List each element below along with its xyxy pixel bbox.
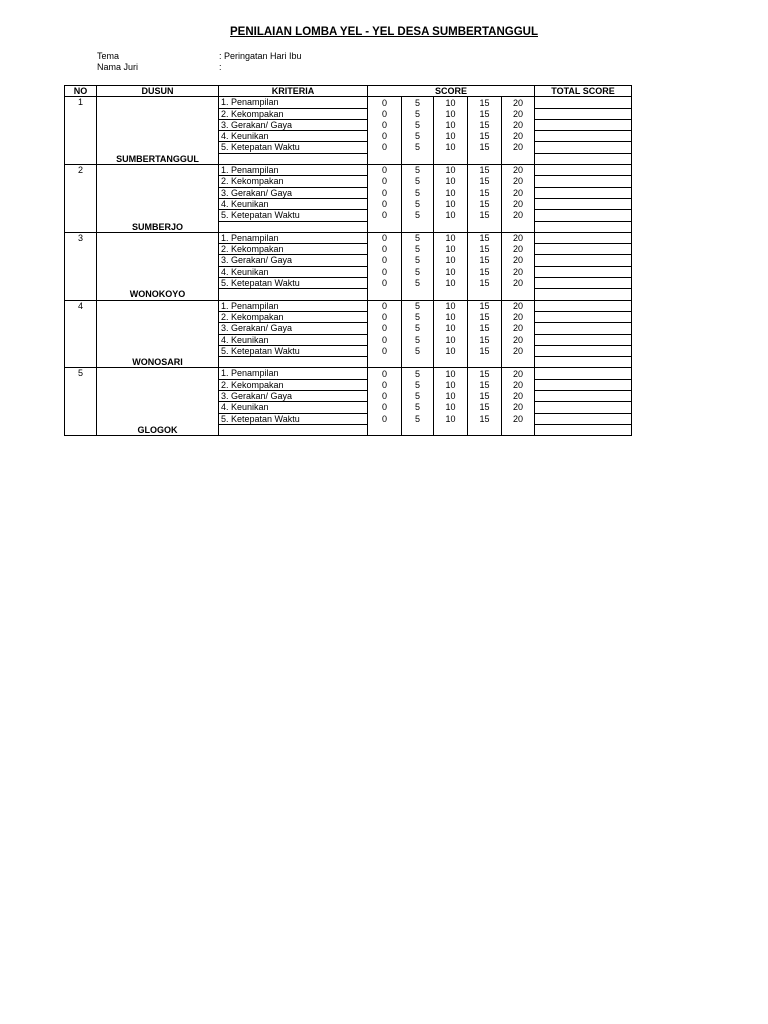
score-option[interactable]: 10 bbox=[434, 187, 468, 198]
score-option[interactable]: 10 bbox=[434, 97, 468, 108]
total-score-cell[interactable] bbox=[535, 266, 632, 277]
score-option[interactable]: 10 bbox=[434, 176, 468, 187]
score-option[interactable]: 5 bbox=[402, 345, 434, 356]
total-score-cell[interactable] bbox=[535, 289, 632, 300]
meta-label-juri: Nama Juri bbox=[97, 62, 139, 72]
score-option[interactable]: 15 bbox=[468, 187, 502, 198]
score-option[interactable] bbox=[468, 289, 502, 300]
score-option[interactable]: 5 bbox=[402, 131, 434, 142]
criteria-cell: 4. Keunikan bbox=[219, 198, 368, 209]
score-option[interactable]: 20 bbox=[502, 198, 535, 209]
criteria-cell: 3. Gerakan/ Gaya bbox=[219, 323, 368, 334]
score-option[interactable]: 0 bbox=[368, 368, 402, 379]
group-dusun: WONOSARI bbox=[97, 300, 219, 368]
score-option[interactable]: 20 bbox=[502, 368, 535, 379]
score-option[interactable]: 10 bbox=[434, 323, 468, 334]
meta-value-juri: : bbox=[219, 62, 222, 72]
total-score-cell[interactable] bbox=[535, 311, 632, 322]
score-option[interactable]: 20 bbox=[502, 311, 535, 322]
score-option[interactable]: 20 bbox=[502, 232, 535, 243]
score-option[interactable]: 20 bbox=[502, 379, 535, 390]
header-row bbox=[65, 86, 632, 97]
criteria-cell: 2. Kekompakan bbox=[219, 244, 368, 255]
criteria-cell: 5. Ketepatan Waktu bbox=[219, 413, 368, 424]
score-option[interactable]: 0 bbox=[368, 187, 402, 198]
score-option[interactable]: 15 bbox=[468, 278, 502, 289]
criteria-cell bbox=[219, 289, 368, 300]
score-option[interactable]: 20 bbox=[502, 334, 535, 345]
total-score-cell[interactable] bbox=[535, 232, 632, 243]
score-option[interactable]: 10 bbox=[434, 379, 468, 390]
score-option[interactable] bbox=[368, 424, 402, 435]
score-option[interactable]: 15 bbox=[468, 379, 502, 390]
total-score-cell[interactable] bbox=[535, 357, 632, 368]
score-option[interactable]: 15 bbox=[468, 165, 502, 176]
score-option[interactable]: 0 bbox=[368, 176, 402, 187]
total-score-cell[interactable] bbox=[535, 413, 632, 424]
criteria-cell: 2. Kekompakan bbox=[219, 311, 368, 322]
score-option[interactable]: 20 bbox=[502, 402, 535, 413]
total-score-cell[interactable] bbox=[535, 244, 632, 255]
score-option[interactable]: 20 bbox=[502, 142, 535, 153]
total-score-cell[interactable] bbox=[535, 108, 632, 119]
score-option[interactable]: 15 bbox=[468, 300, 502, 311]
meta-label-tema: Tema bbox=[97, 51, 120, 61]
criteria-cell: 5. Ketepatan Waktu bbox=[219, 278, 368, 289]
score-option[interactable]: 15 bbox=[468, 142, 502, 153]
criteria-cell bbox=[219, 153, 368, 164]
score-option[interactable]: 15 bbox=[468, 119, 502, 130]
group-no: 1 bbox=[65, 97, 97, 165]
score-option[interactable]: 0 bbox=[368, 142, 402, 153]
table-body bbox=[65, 97, 632, 436]
group-dusun: GLOGOK bbox=[97, 368, 219, 436]
criteria-cell: 1. Penampilan bbox=[219, 232, 368, 243]
group-no: 4 bbox=[65, 300, 97, 368]
score-option[interactable]: 5 bbox=[402, 176, 434, 187]
criteria-cell: 4. Keunikan bbox=[219, 266, 368, 277]
score-option[interactable]: 5 bbox=[402, 165, 434, 176]
total-score-cell[interactable] bbox=[535, 142, 632, 153]
score-option[interactable]: 20 bbox=[502, 413, 535, 424]
total-score-cell[interactable] bbox=[535, 131, 632, 142]
score-option[interactable] bbox=[502, 221, 535, 232]
score-option[interactable]: 5 bbox=[402, 232, 434, 243]
score-option[interactable]: 5 bbox=[402, 402, 434, 413]
score-option[interactable]: 0 bbox=[368, 165, 402, 176]
score-option[interactable]: 0 bbox=[368, 391, 402, 402]
score-option[interactable]: 15 bbox=[468, 97, 502, 108]
score-option[interactable] bbox=[402, 357, 434, 368]
score-option[interactable]: 20 bbox=[502, 210, 535, 221]
score-option[interactable] bbox=[402, 289, 434, 300]
score-option[interactable] bbox=[502, 289, 535, 300]
score-option[interactable] bbox=[368, 357, 402, 368]
score-option[interactable]: 10 bbox=[434, 244, 468, 255]
score-option[interactable]: 5 bbox=[402, 413, 434, 424]
header-no: NO bbox=[65, 86, 97, 97]
criteria-cell: 2. Kekompakan bbox=[219, 176, 368, 187]
score-option[interactable] bbox=[502, 153, 535, 164]
score-option[interactable]: 20 bbox=[502, 345, 535, 356]
criteria-cell: 3. Gerakan/ Gaya bbox=[219, 119, 368, 130]
score-option[interactable] bbox=[468, 424, 502, 435]
group-dusun: SUMBERJO bbox=[97, 165, 219, 233]
total-score-cell[interactable] bbox=[535, 402, 632, 413]
score-option[interactable]: 10 bbox=[434, 413, 468, 424]
score-option[interactable]: 10 bbox=[434, 391, 468, 402]
table-row bbox=[65, 232, 632, 243]
criteria-cell: 1. Penampilan bbox=[219, 368, 368, 379]
group-no: 2 bbox=[65, 165, 97, 233]
score-option[interactable]: 5 bbox=[402, 311, 434, 322]
total-score-cell[interactable] bbox=[535, 345, 632, 356]
score-table bbox=[64, 85, 632, 436]
criteria-cell: 1. Penampilan bbox=[219, 165, 368, 176]
score-option[interactable] bbox=[368, 289, 402, 300]
criteria-cell: 2. Kekompakan bbox=[219, 379, 368, 390]
score-option[interactable]: 20 bbox=[502, 391, 535, 402]
score-option[interactable]: 15 bbox=[468, 210, 502, 221]
meta-value-tema: : Peringatan Hari Ibu bbox=[219, 51, 302, 61]
score-option[interactable]: 15 bbox=[468, 198, 502, 209]
criteria-cell: 4. Keunikan bbox=[219, 402, 368, 413]
table-row bbox=[65, 165, 632, 176]
score-option[interactable]: 0 bbox=[368, 278, 402, 289]
total-score-cell[interactable] bbox=[535, 323, 632, 334]
score-option[interactable]: 15 bbox=[468, 402, 502, 413]
score-option[interactable]: 0 bbox=[368, 266, 402, 277]
score-option[interactable]: 10 bbox=[434, 255, 468, 266]
score-option[interactable]: 20 bbox=[502, 300, 535, 311]
score-option[interactable]: 20 bbox=[502, 255, 535, 266]
criteria-cell: 3. Gerakan/ Gaya bbox=[219, 391, 368, 402]
header-total: TOTAL SCORE bbox=[535, 86, 632, 97]
score-option[interactable] bbox=[434, 289, 468, 300]
total-score-cell[interactable] bbox=[535, 424, 632, 435]
score-option[interactable]: 15 bbox=[468, 255, 502, 266]
table-row bbox=[65, 300, 632, 311]
score-option[interactable]: 10 bbox=[434, 334, 468, 345]
score-option[interactable]: 20 bbox=[502, 323, 535, 334]
score-option[interactable]: 10 bbox=[434, 232, 468, 243]
score-option[interactable]: 10 bbox=[434, 368, 468, 379]
score-option[interactable]: 0 bbox=[368, 379, 402, 390]
score-option[interactable]: 10 bbox=[434, 278, 468, 289]
criteria-cell: 2. Kekompakan bbox=[219, 108, 368, 119]
score-option[interactable]: 5 bbox=[402, 300, 434, 311]
score-option[interactable]: 20 bbox=[502, 176, 535, 187]
score-option[interactable]: 15 bbox=[468, 266, 502, 277]
criteria-cell: 5. Ketepatan Waktu bbox=[219, 210, 368, 221]
score-option[interactable]: 5 bbox=[402, 187, 434, 198]
total-score-cell[interactable] bbox=[535, 278, 632, 289]
criteria-cell: 3. Gerakan/ Gaya bbox=[219, 187, 368, 198]
score-option[interactable]: 10 bbox=[434, 131, 468, 142]
criteria-cell bbox=[219, 357, 368, 368]
score-option[interactable]: 5 bbox=[402, 198, 434, 209]
score-option[interactable]: 5 bbox=[402, 266, 434, 277]
score-option[interactable]: 10 bbox=[434, 108, 468, 119]
score-option[interactable]: 0 bbox=[368, 119, 402, 130]
score-option[interactable]: 0 bbox=[368, 244, 402, 255]
score-option[interactable]: 15 bbox=[468, 176, 502, 187]
score-option[interactable]: 0 bbox=[368, 131, 402, 142]
score-option[interactable]: 0 bbox=[368, 345, 402, 356]
score-option[interactable] bbox=[502, 357, 535, 368]
group-dusun: SUMBERTANGGUL bbox=[97, 97, 219, 165]
table-row bbox=[65, 97, 632, 108]
score-option[interactable]: 10 bbox=[434, 345, 468, 356]
total-score-cell[interactable] bbox=[535, 153, 632, 164]
header-dusun: DUSUN bbox=[97, 86, 219, 97]
score-option[interactable]: 10 bbox=[434, 142, 468, 153]
score-option[interactable]: 15 bbox=[468, 108, 502, 119]
table-row bbox=[65, 368, 632, 379]
score-option[interactable]: 5 bbox=[402, 210, 434, 221]
score-option[interactable]: 5 bbox=[402, 278, 434, 289]
score-option[interactable]: 10 bbox=[434, 210, 468, 221]
score-option[interactable] bbox=[434, 424, 468, 435]
score-option[interactable]: 0 bbox=[368, 97, 402, 108]
criteria-cell: 4. Keunikan bbox=[219, 334, 368, 345]
score-option[interactable]: 10 bbox=[434, 300, 468, 311]
score-option[interactable]: 5 bbox=[402, 368, 434, 379]
group-dusun: WONOKOYO bbox=[97, 232, 219, 300]
score-option[interactable]: 5 bbox=[402, 391, 434, 402]
criteria-cell: 5. Ketepatan Waktu bbox=[219, 142, 368, 153]
group-no: 3 bbox=[65, 232, 97, 300]
score-option[interactable]: 15 bbox=[468, 391, 502, 402]
score-option[interactable]: 15 bbox=[468, 345, 502, 356]
score-option[interactable]: 10 bbox=[434, 311, 468, 322]
score-option[interactable]: 10 bbox=[434, 165, 468, 176]
score-option[interactable]: 5 bbox=[402, 97, 434, 108]
score-option[interactable]: 5 bbox=[402, 379, 434, 390]
total-score-cell[interactable] bbox=[535, 368, 632, 379]
score-option[interactable]: 10 bbox=[434, 119, 468, 130]
score-option[interactable]: 20 bbox=[502, 119, 535, 130]
score-option[interactable]: 0 bbox=[368, 255, 402, 266]
score-option[interactable]: 5 bbox=[402, 108, 434, 119]
total-score-cell[interactable] bbox=[535, 300, 632, 311]
score-option[interactable]: 20 bbox=[502, 165, 535, 176]
total-score-cell[interactable] bbox=[535, 334, 632, 345]
total-score-cell[interactable] bbox=[535, 255, 632, 266]
score-option[interactable]: 20 bbox=[502, 187, 535, 198]
score-option[interactable] bbox=[368, 221, 402, 232]
criteria-cell: 1. Penampilan bbox=[219, 300, 368, 311]
total-score-cell[interactable] bbox=[535, 187, 632, 198]
score-option[interactable]: 15 bbox=[468, 368, 502, 379]
score-option[interactable]: 15 bbox=[468, 244, 502, 255]
score-option[interactable]: 15 bbox=[468, 323, 502, 334]
score-option[interactable]: 20 bbox=[502, 278, 535, 289]
score-option[interactable]: 15 bbox=[468, 334, 502, 345]
score-option[interactable]: 5 bbox=[402, 119, 434, 130]
score-option[interactable]: 0 bbox=[368, 198, 402, 209]
total-score-cell[interactable] bbox=[535, 210, 632, 221]
total-score-cell[interactable] bbox=[535, 379, 632, 390]
score-option[interactable]: 0 bbox=[368, 300, 402, 311]
score-option[interactable] bbox=[502, 424, 535, 435]
score-option[interactable] bbox=[434, 153, 468, 164]
score-option[interactable]: 0 bbox=[368, 413, 402, 424]
criteria-cell bbox=[219, 221, 368, 232]
header-kriteria: KRITERIA bbox=[219, 86, 368, 97]
score-option[interactable]: 20 bbox=[502, 266, 535, 277]
score-option[interactable] bbox=[402, 424, 434, 435]
score-option[interactable]: 20 bbox=[502, 97, 535, 108]
score-option[interactable]: 10 bbox=[434, 402, 468, 413]
score-option[interactable]: 20 bbox=[502, 131, 535, 142]
score-option[interactable]: 5 bbox=[402, 334, 434, 345]
score-option[interactable]: 15 bbox=[468, 413, 502, 424]
total-score-cell[interactable] bbox=[535, 119, 632, 130]
header-score: SCORE bbox=[368, 86, 535, 97]
score-option[interactable] bbox=[468, 153, 502, 164]
criteria-cell: 1. Penampilan bbox=[219, 97, 368, 108]
score-option[interactable]: 20 bbox=[502, 108, 535, 119]
page-title: PENILAIAN LOMBA YEL - YEL DESA SUMBERTANGGUL bbox=[230, 26, 538, 38]
total-score-cell[interactable] bbox=[535, 391, 632, 402]
score-option[interactable]: 5 bbox=[402, 142, 434, 153]
total-score-cell[interactable] bbox=[535, 198, 632, 209]
criteria-cell: 5. Ketepatan Waktu bbox=[219, 345, 368, 356]
total-score-cell[interactable] bbox=[535, 97, 632, 108]
criteria-cell: 4. Keunikan bbox=[219, 131, 368, 142]
score-option[interactable] bbox=[402, 221, 434, 232]
score-option[interactable]: 0 bbox=[368, 232, 402, 243]
score-option[interactable]: 0 bbox=[368, 323, 402, 334]
score-option[interactable] bbox=[402, 153, 434, 164]
score-option[interactable]: 10 bbox=[434, 198, 468, 209]
total-score-cell[interactable] bbox=[535, 221, 632, 232]
score-option[interactable]: 0 bbox=[368, 108, 402, 119]
score-option[interactable] bbox=[434, 357, 468, 368]
score-option[interactable]: 10 bbox=[434, 266, 468, 277]
total-score-cell[interactable] bbox=[535, 176, 632, 187]
score-option[interactable]: 5 bbox=[402, 244, 434, 255]
score-option[interactable]: 5 bbox=[402, 323, 434, 334]
score-option[interactable] bbox=[434, 221, 468, 232]
criteria-cell: 3. Gerakan/ Gaya bbox=[219, 255, 368, 266]
score-option[interactable]: 5 bbox=[402, 255, 434, 266]
score-option[interactable]: 20 bbox=[502, 244, 535, 255]
total-score-cell[interactable] bbox=[535, 165, 632, 176]
score-option[interactable]: 0 bbox=[368, 210, 402, 221]
score-option[interactable]: 15 bbox=[468, 311, 502, 322]
score-option[interactable]: 0 bbox=[368, 402, 402, 413]
score-option[interactable]: 15 bbox=[468, 131, 502, 142]
score-option[interactable]: 0 bbox=[368, 334, 402, 345]
score-option[interactable]: 0 bbox=[368, 311, 402, 322]
criteria-cell bbox=[219, 424, 368, 435]
score-option[interactable] bbox=[468, 221, 502, 232]
score-option[interactable] bbox=[468, 357, 502, 368]
group-no: 5 bbox=[65, 368, 97, 436]
score-option[interactable]: 15 bbox=[468, 232, 502, 243]
score-option[interactable] bbox=[368, 153, 402, 164]
